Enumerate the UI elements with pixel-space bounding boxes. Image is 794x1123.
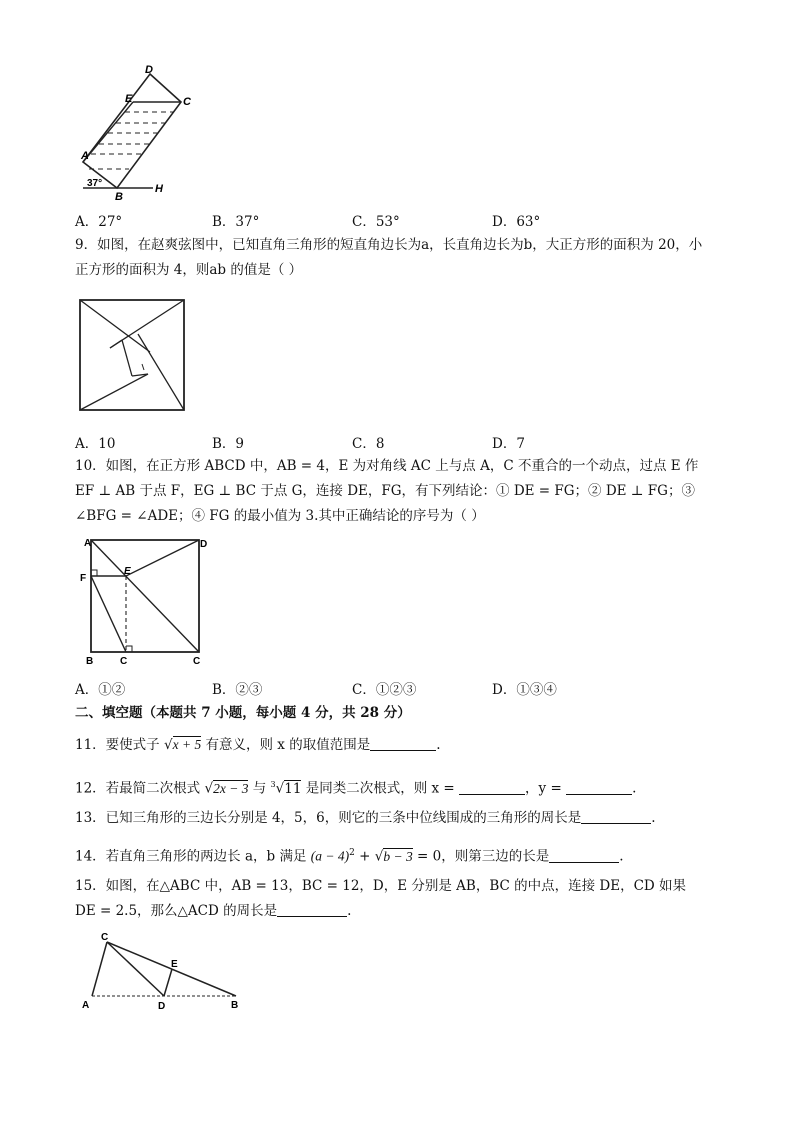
- q15-stem-line1: 15．如图，在△ABC 中，AB = 13，BC = 12，D，E 分别是 AB，BC 的中点，连接 DE，CD 如果: [75, 878, 687, 894]
- q8-label-h: H: [155, 183, 163, 195]
- q9-figure-zhao-shuang: [78, 298, 188, 413]
- q15-figure-triangle: [76, 928, 251, 1013]
- q8-option-a[interactable]: A．27°: [75, 214, 123, 230]
- q13-end: .: [651, 810, 656, 826]
- q11-line: [75, 735, 441, 755]
- q13-answer-blank[interactable]: [581, 809, 651, 824]
- q11-text-a: 11．要使式子: [75, 737, 164, 753]
- q8-angle-label: 37°: [87, 178, 103, 189]
- q14-text-c: = 0，则第三边的长是: [412, 848, 550, 865]
- q10-option-c[interactable]: C．①②③: [352, 682, 417, 698]
- q15-label-a: A: [82, 1000, 90, 1011]
- q12-sqrt1-sign-icon: √: [204, 780, 214, 797]
- q15-stem-line2: DE = 2.5，那么△ACD 的周长是: [75, 903, 278, 919]
- q9-stem-line2: 正方形的面积为 4，则ab 的值是（ ）: [75, 262, 303, 278]
- q15-label-e: E: [171, 959, 178, 970]
- q10-stem-line2: EF ⊥ AB 于点 F，EG ⊥ BC 于点 G，连接 DE，FG，有下列结论：① DE = FG；② DE ⊥ FG；③: [75, 483, 695, 499]
- q10-option-d[interactable]: D．①③④: [492, 682, 557, 698]
- q11-end: .: [436, 737, 441, 753]
- q8-label-d: D: [145, 64, 153, 76]
- q12-y-blank[interactable]: [566, 780, 632, 795]
- q15-label-b: B: [231, 1000, 239, 1011]
- q12-x-blank[interactable]: [459, 780, 525, 795]
- q10-option-b[interactable]: B．②③: [212, 682, 263, 698]
- q12-radicand1: 2x − 3: [213, 780, 249, 796]
- q8-option-d[interactable]: D．63°: [492, 214, 541, 230]
- q14-expr: (a − 4): [310, 848, 350, 864]
- q9-option-b[interactable]: B．9: [212, 436, 245, 452]
- q11-sqrt-sign-icon: √: [163, 737, 173, 753]
- q15-line2: [75, 901, 351, 921]
- q9-option-d[interactable]: D．7: [492, 436, 525, 452]
- q8-label-a: A: [81, 150, 89, 162]
- q15-end: .: [347, 903, 352, 919]
- q14-exponent: 2: [349, 848, 355, 858]
- q14-line: [75, 843, 624, 867]
- q15-label-d: D: [158, 1001, 166, 1012]
- q11-answer-blank[interactable]: [370, 736, 436, 751]
- q10-option-a[interactable]: A．①②: [75, 682, 126, 698]
- q8-figure: [75, 62, 191, 203]
- q12-text-d: ，y =: [525, 780, 567, 797]
- q12-line: [75, 775, 636, 799]
- q9-option-a[interactable]: A．10: [75, 436, 116, 452]
- q10-stem-line3: ∠BFG = ∠ADE；④ FG 的最小值为 3.其中正确结论的序号为（ ）: [75, 508, 485, 524]
- q12-radicand2: 11: [284, 780, 302, 797]
- q13-text: 13．已知三角形的三边长分别是 4，5，6，则它的三条中位线围成的三角形的周长是: [75, 810, 582, 826]
- q12-root-index: 3: [270, 780, 276, 789]
- q14-text-a: 14．若直角三角形的两边长 a，b 满足: [75, 848, 311, 865]
- q10-label-e: E: [124, 566, 131, 577]
- q13-line: [75, 808, 656, 828]
- q8-label-c: C: [183, 96, 191, 108]
- q10-label-d: D: [200, 539, 208, 550]
- q10-label-a: A: [84, 538, 92, 549]
- q11-text-b: 有意义，则 x 的取值范围是: [201, 737, 371, 753]
- q8-option-b[interactable]: B．37°: [212, 214, 260, 230]
- q14-answer-blank[interactable]: [549, 848, 619, 863]
- q8-option-c[interactable]: C．53°: [352, 214, 400, 230]
- q9-option-c[interactable]: C．8: [352, 436, 385, 452]
- q10-label-c-right: C: [193, 656, 201, 667]
- q15-answer-blank[interactable]: [277, 902, 347, 917]
- q12-text-b: 与: [248, 780, 271, 797]
- q10-stem-line1: 10．如图，在正方形 ABCD 中，AB = 4，E 为对角线 AC 上与点 A，C 不重合的一个动点，过点 E 作: [75, 458, 699, 474]
- q12-sqrt2-sign-icon: √: [275, 780, 285, 797]
- q9-stem-line1: 9．如图，在赵爽弦图中，已知直角三角形的短直角边长为a，长直角边长为b，大正方形的面积为 20，小: [75, 237, 703, 253]
- q10-figure-square: [76, 534, 211, 669]
- q15-label-c: C: [101, 932, 109, 943]
- q14-sqrt-sign-icon: √: [374, 848, 384, 865]
- q14-radicand: b − 3: [383, 848, 413, 864]
- q14-end: .: [619, 848, 624, 865]
- q10-label-f: F: [80, 573, 87, 584]
- q8-label-b: B: [115, 191, 123, 203]
- q14-text-b: +: [354, 848, 375, 865]
- q12-text-c: 是同类二次根式，则 x =: [301, 780, 460, 797]
- q12-end: .: [632, 780, 637, 797]
- q8-label-e: E: [125, 93, 133, 105]
- q10-label-b: B: [86, 656, 94, 667]
- section2-heading: 二、填空题（本题共 7 小题，每小题 4 分，共 28 分）: [75, 705, 411, 721]
- q11-radicand: x + 5: [172, 737, 202, 752]
- q12-text-a: 12．若最简二次根式: [75, 780, 205, 797]
- q10-label-c-left: C: [120, 656, 128, 667]
